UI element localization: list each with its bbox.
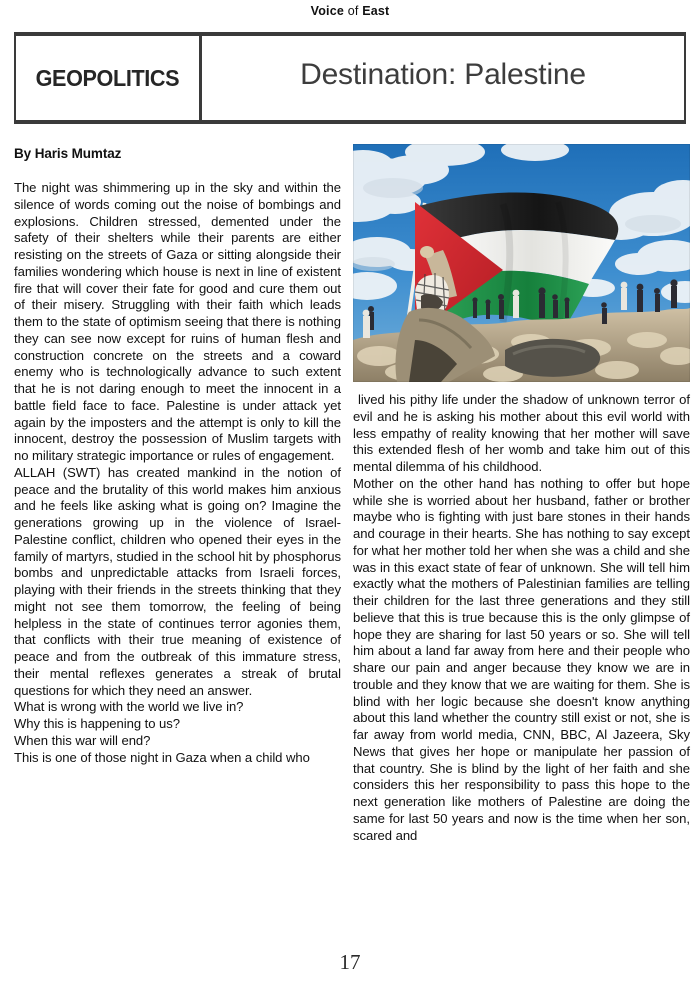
byline: By Haris Mumtaz bbox=[14, 146, 122, 161]
section-label: GEOPOLITICS bbox=[35, 64, 180, 91]
paragraph: This is one of those night in Gaza when a child who bbox=[14, 749, 310, 765]
article-photo bbox=[353, 144, 690, 382]
title-cell bbox=[202, 36, 684, 120]
paragraph: lived his pithy life under the shadow of unknown terror of evil and he is asking his mother about this evil world with less empathy of reality knowing that her mother will save this extended flesh of her womb and take him out of this mental dilemma of his childhood. bbox=[353, 392, 690, 474]
paragraph: The night was shimmering up in the sky and within the silence of words coming out the noise of bombings and explosions. Children stressed, demented under the safety of their shelters while their parents are either resisting on the streets of Gaza or sitting alongside their families wondering which house is next in line of existent fire that will cover their fate for good and cure them out of their misery. Struggling with their faith which leads them to the state of optimism seeing that there is nothing they can see now except for ruins of human flesh and construction concrete on the streets and a coward enemy who is technologically advance to such extent that he is not daring enough to meet the innocent in a battle field face to face. Palestine is under attack yet again by the imposters and the attempt is only to kill the innocent, destroy the possession of Muslim targets with no military strategic importance or rules of engagement. bbox=[14, 180, 341, 463]
page-number: 17 bbox=[339, 950, 361, 974]
page-title: Destination: Palestine bbox=[300, 58, 586, 91]
paragraph: Why this is happening to us? bbox=[14, 716, 181, 731]
photo-illustration bbox=[353, 144, 690, 382]
masthead-word-of: of bbox=[347, 4, 359, 18]
article-column-right bbox=[353, 392, 690, 844]
section-cell bbox=[16, 36, 202, 120]
article-header-box bbox=[14, 32, 686, 124]
masthead-word-voice: Voice bbox=[310, 4, 344, 18]
masthead bbox=[0, 4, 700, 18]
paragraph: ALLAH (SWT) has created mankind in the notion of peace and the brutality of this world makes him anxious and he feels like asking what is going on? Imagine the generations growing up in the violence of Israel-Palestine conflict, children who opened their eyes in the family of martyrs, studied in the school hit by phosphorus bombs and unpredictable attacks from Israeli forces, playing with their friends in the streets thinking that they might not see them tomorrow, the feeling of being helpless in the state of continues terror agonies them, that conflicts with their true meaning of existence of peace and from the outbreak of this immature stress, their mental reflexes generates a streak of brutal questions for which they need an answer. bbox=[14, 464, 341, 698]
masthead-word-east: East bbox=[362, 4, 390, 18]
paragraph: What is wrong with the world we live in? bbox=[14, 699, 244, 715]
paragraph: Mother on the other hand has nothing to offer but hope while she is worried about her husband, father or brother maybe who is fighting with just bare stones in their hands and courage in their hearts. She has nothing to say except for what her mother told her when she was a child and she was in this exact state of fear of unknown. She will tell him exactly what the mothers of Palestinian families are telling their children for the last three generations and they still believe that this is true because this is the only glimpse of hope they are sharing for last 50 years or so. She will tell him about a land far away from here and their people who share our pain and anger because they know we are in trouble and they know that we are waiting for them. She is blind with her logic because she doesn't know anything about this land whether the country still exist or not, she is far away from world media, CNN, BBC, Al Jazeera, Sky News that gives her hope or manipulate her passion of that country. She is blind by the light of her faith and she considers this her responsibility to pass this hope to the next generation like mothers of Palestine are doing the same for last 50 years and now is the time when her son, scared and bbox=[353, 475, 690, 843]
article-column-left bbox=[14, 180, 341, 766]
paragraph: When this war will end? bbox=[14, 732, 151, 748]
